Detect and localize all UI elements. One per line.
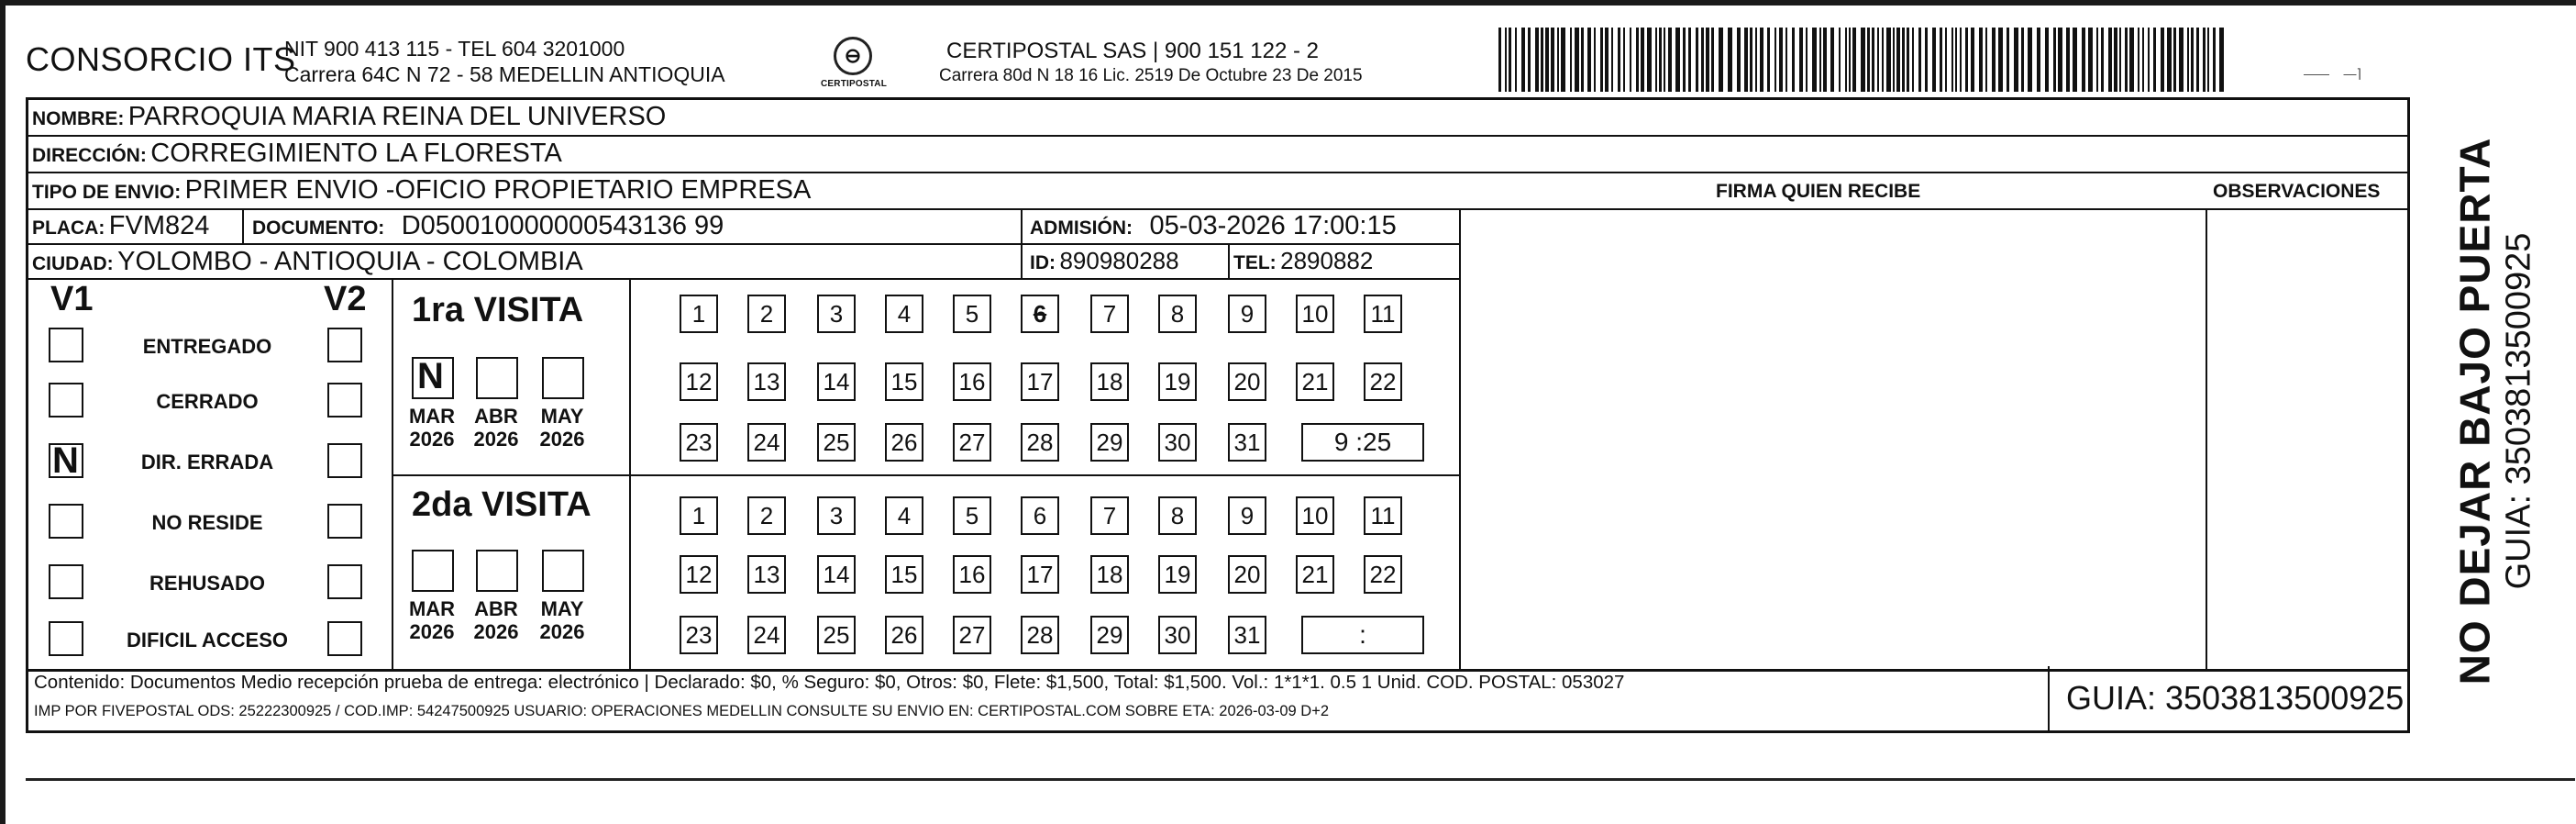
barcode-bar <box>2088 28 2093 92</box>
barcode-bar <box>1647 28 1652 92</box>
day-checkbox[interactable]: 16 <box>953 362 991 401</box>
day-checkbox[interactable]: 10 <box>1296 295 1334 333</box>
status-label: NO RESIDE <box>151 511 263 534</box>
barcode-bar <box>1823 28 1827 92</box>
tipo-label: TIPO DE ENVIO: <box>32 182 182 203</box>
courier-license: Carrera 80d N 18 16 Lic. 2519 De Octubre 23 De 2015 <box>939 66 1363 85</box>
barcode-bar <box>1711 28 1714 92</box>
barcode-bar <box>1636 28 1639 92</box>
status-label: CERRADO <box>156 390 259 413</box>
sender-nit: NIT 900 413 115 - TEL 604 3201000 <box>284 37 625 61</box>
barcode-bar <box>1971 28 1974 92</box>
tel-value: 2890882 <box>1280 247 1374 274</box>
month-checkbox[interactable] <box>412 357 454 399</box>
barcode-bar <box>2114 28 2117 92</box>
documento-cell <box>252 211 724 241</box>
day-checkbox[interactable]: 20 <box>1228 555 1266 594</box>
barcode-bar <box>1849 28 1851 92</box>
barcode <box>1495 28 2228 92</box>
direccion-label: DIRECCIÓN: <box>32 145 147 166</box>
barcode-bar <box>1960 28 1962 92</box>
barcode-bar <box>1737 28 1741 92</box>
barcode-bar <box>1600 28 1603 92</box>
month-year: 2026 <box>409 428 455 451</box>
no-dejar-bajo-puerta: NO DEJAR BAJO PUERTA <box>2450 137 2499 685</box>
barcode-bar <box>2021 28 2024 92</box>
barcode-bar <box>2073 28 2077 92</box>
day-checkbox[interactable]: 15 <box>885 362 923 401</box>
barcode-bar <box>2148 28 2150 92</box>
month-name: ABR <box>474 405 518 428</box>
barcode-bar <box>1557 28 1559 92</box>
day-checkbox[interactable]: 29 <box>1090 616 1129 654</box>
barcode-bar <box>2037 28 2040 92</box>
placa-cell <box>32 211 209 241</box>
barcode-bar <box>1893 28 1895 92</box>
barcode-bar <box>2058 28 2062 92</box>
courier-logo-text: CERTIPOSTAL <box>821 79 888 89</box>
month-year: 2026 <box>473 428 519 451</box>
day-checkbox[interactable]: 5 <box>953 295 991 333</box>
v1-checkbox[interactable] <box>49 328 83 362</box>
barcode-bar <box>1845 28 1847 92</box>
barcode-bar <box>1965 28 1968 92</box>
barcode-bar <box>1701 28 1704 92</box>
placa-value: FVM824 <box>108 211 210 240</box>
barcode-bar <box>1882 28 1884 92</box>
barcode-bar <box>1902 28 1905 92</box>
day-checkbox[interactable]: 4 <box>885 295 923 333</box>
tel-label: TEL: <box>1233 252 1277 273</box>
barcode-bar <box>1505 28 1507 92</box>
barcode-bar <box>2096 28 2098 92</box>
barcode-bar <box>1655 28 1657 92</box>
month-label <box>403 597 461 643</box>
day-checkbox[interactable]: 13 <box>747 555 786 594</box>
admision-label: ADMISIÓN: <box>1030 217 1133 239</box>
status-label: DIFICIL ACCESO <box>126 629 288 651</box>
barcode-bar <box>1641 28 1644 92</box>
status-label: DIR. ERRADA <box>140 451 274 473</box>
month-label <box>467 597 525 643</box>
barcode-bar <box>1872 28 1874 92</box>
barcode-bar <box>1659 28 1662 92</box>
day-checkbox[interactable]: 2 <box>747 496 786 535</box>
barcode-bar <box>2028 28 2032 92</box>
day-checkbox[interactable]: 25 <box>817 423 856 462</box>
day-checkbox[interactable]: 28 <box>1021 423 1059 462</box>
month-name: MAR <box>408 405 456 428</box>
barcode-bar <box>1528 28 1531 92</box>
documento-label: DOCUMENTO: <box>252 217 385 239</box>
barcode-bar <box>1668 28 1672 92</box>
barcode-bar <box>2066 28 2070 92</box>
barcode-bar <box>2219 28 2224 92</box>
barcode-bar <box>1570 28 1572 92</box>
barcode-bar <box>1767 28 1770 92</box>
month-name: MAR <box>408 597 456 620</box>
barcode-bar <box>2119 28 2121 92</box>
day-checkbox[interactable]: 3 <box>817 496 856 535</box>
day-checkbox[interactable]: 6 <box>1021 295 1059 333</box>
nombre-label: NOMBRE: <box>32 108 125 129</box>
bottom-rule <box>26 778 2575 781</box>
barcode-bar <box>2108 28 2112 92</box>
barcode-bar <box>1912 28 1914 92</box>
v2-checkbox[interactable] <box>327 564 362 599</box>
month-name: MAY <box>540 597 584 620</box>
barcode-bar <box>2213 28 2216 92</box>
barcode-bar <box>2207 28 2209 92</box>
day-checkbox[interactable]: 9 <box>1228 496 1266 535</box>
courier-logo <box>821 37 888 101</box>
day-checkbox[interactable]: 23 <box>680 616 718 654</box>
id-label: ID: <box>1030 252 1056 273</box>
day-checkbox[interactable]: 12 <box>680 362 718 401</box>
barcode-bar <box>1719 28 1723 92</box>
barcode-bar <box>1755 28 1757 92</box>
day-checkbox[interactable]: 4 <box>885 496 923 535</box>
month-label <box>533 597 591 643</box>
day-checkbox[interactable]: 27 <box>953 423 991 462</box>
status-label: REHUSADO <box>149 572 265 595</box>
status-label: ENTREGADO <box>142 335 272 358</box>
id-value: 890980288 <box>1059 247 1179 274</box>
month-checkbox[interactable] <box>542 550 584 592</box>
barcode-bar <box>2161 28 2164 92</box>
shipment-form <box>26 97 2410 672</box>
barcode-bar <box>2203 28 2206 92</box>
day-checkbox[interactable]: 29 <box>1090 423 1129 462</box>
day-checkbox[interactable]: 18 <box>1090 555 1129 594</box>
barcode-bar <box>2101 28 2104 92</box>
barcode-bar <box>1945 28 1947 92</box>
month-year: 2026 <box>539 620 585 643</box>
barcode-bar <box>1907 28 1909 92</box>
day-checkbox[interactable]: 18 <box>1090 362 1129 401</box>
barcode-bar <box>2138 28 2139 92</box>
barcode-bar <box>1535 28 1539 92</box>
day-checkbox[interactable]: 27 <box>953 616 991 654</box>
check-mark-icon: N <box>52 440 79 481</box>
barcode-bar <box>1521 28 1525 92</box>
corner-mark-icon: —— —⌉ <box>2304 66 2362 81</box>
barcode-bar <box>1955 28 1957 92</box>
barcode-bar <box>1594 28 1596 92</box>
barcode-bar <box>1786 28 1787 92</box>
id-cell <box>1030 247 1179 275</box>
day-checkbox[interactable]: 1 <box>680 295 718 333</box>
barcode-bar <box>1867 28 1870 92</box>
ciudad-value: YOLOMBO - ANTIOQUIA - COLOMBIA <box>117 247 583 276</box>
ciudad-label: CIUDAD: <box>32 253 114 274</box>
month-label <box>467 405 525 451</box>
observaciones-header: OBSERVACIONES <box>2213 181 2381 202</box>
month-checkbox[interactable] <box>476 357 518 399</box>
month-name: ABR <box>474 597 518 620</box>
admision-value: 05-03-2026 17:00:15 <box>1149 211 1397 240</box>
barcode-bar <box>1515 28 1517 92</box>
day-checkbox[interactable]: 1 <box>680 496 718 535</box>
tel-cell <box>1233 247 1373 275</box>
barcode-bar <box>1688 28 1691 92</box>
v2-label: V2 <box>324 280 367 318</box>
day-checkbox[interactable]: 8 <box>1158 496 1197 535</box>
nombre-value: PARROQUIA MARIA REINA DEL UNIVERSO <box>127 102 667 131</box>
day-checkbox[interactable]: 21 <box>1296 362 1334 401</box>
page-border-left <box>0 0 6 824</box>
direccion-value: CORREGIMIENTO LA FLORESTA <box>150 139 562 168</box>
check-mark-icon: N <box>417 356 444 396</box>
barcode-bar <box>1852 28 1856 92</box>
barcode-bar <box>1575 28 1579 92</box>
day-checkbox[interactable]: 31 <box>1228 616 1266 654</box>
day-checkbox[interactable]: 13 <box>747 362 786 401</box>
day-checkbox[interactable]: 11 <box>1364 295 1402 333</box>
month-name: MAY <box>540 405 584 428</box>
day-checkbox[interactable]: 31 <box>1228 423 1266 462</box>
barcode-bar <box>1886 28 1891 92</box>
day-checkbox[interactable]: 26 <box>885 423 923 462</box>
v1-label: V1 <box>50 280 94 318</box>
v2-checkbox[interactable] <box>327 504 362 539</box>
barcode-bar <box>1861 28 1865 92</box>
day-checkbox[interactable]: 15 <box>885 555 923 594</box>
day-checkbox[interactable]: 5 <box>953 496 991 535</box>
day-checkbox[interactable]: 10 <box>1296 496 1334 535</box>
day-checkbox[interactable]: 25 <box>817 616 856 654</box>
barcode-bar <box>1799 28 1803 92</box>
month-label <box>403 405 461 451</box>
month-checkbox[interactable] <box>476 550 518 592</box>
day-checkbox[interactable]: 7 <box>1090 295 1129 333</box>
barcode-bar <box>1561 28 1565 92</box>
barcode-bar <box>1774 28 1776 92</box>
footer <box>26 666 2410 733</box>
barcode-bar <box>1509 28 1511 92</box>
day-checkbox[interactable]: 23 <box>680 423 718 462</box>
direccion-row <box>32 139 562 169</box>
month-checkbox[interactable] <box>542 357 584 399</box>
barcode-bar <box>2179 28 2184 92</box>
v2-checkbox[interactable] <box>327 383 362 418</box>
barcode-bar <box>1696 28 1698 92</box>
admision-cell <box>1030 211 1397 241</box>
day-checkbox[interactable]: 17 <box>1021 555 1059 594</box>
barcode-bar <box>2045 28 2049 92</box>
month-year: 2026 <box>539 428 585 451</box>
ciudad-cell <box>32 247 583 277</box>
barcode-bar <box>1918 28 1921 92</box>
barcode-bar <box>1744 28 1748 92</box>
day-checkbox[interactable]: 22 <box>1364 555 1402 594</box>
day-checkbox[interactable]: 24 <box>747 616 786 654</box>
barcode-bar <box>1779 28 1783 92</box>
barcode-bar <box>1587 28 1591 92</box>
barcode-bar <box>1605 28 1609 92</box>
barcode-bar <box>1932 28 1936 92</box>
day-checkbox[interactable]: 3 <box>817 295 856 333</box>
sender-company: CONSORCIO ITS <box>26 40 296 78</box>
barcode-bar <box>1839 28 1841 92</box>
tipo-value: PRIMER ENVIO -OFICIO PROPIETARIO EMPRESA <box>184 175 812 205</box>
barcode-bar <box>1581 28 1584 92</box>
month-year: 2026 <box>409 620 455 643</box>
v1-checkbox[interactable] <box>49 564 83 599</box>
barcode-bar <box>1985 28 1987 92</box>
month-label <box>533 405 591 451</box>
barcode-bar <box>1541 28 1543 92</box>
barcode-bar <box>1664 28 1665 92</box>
placa-label: PLACA: <box>32 217 105 239</box>
day-checkbox[interactable]: 30 <box>1158 423 1197 462</box>
side-notice <box>2450 138 2539 685</box>
barcode-bar <box>1630 28 1631 92</box>
barcode-bar <box>1830 28 1834 92</box>
day-checkbox[interactable]: 14 <box>817 362 856 401</box>
day-checkbox[interactable]: 17 <box>1021 362 1059 401</box>
first-visit-title: 1ra VISITA <box>412 291 584 329</box>
day-checkbox[interactable]: 9 <box>1228 295 1266 333</box>
barcode-bar <box>2014 28 2018 92</box>
v1-checkbox[interactable] <box>49 440 83 481</box>
day-checkbox[interactable]: 30 <box>1158 616 1197 654</box>
barcode-bar <box>2191 28 2194 92</box>
barcode-bar <box>1611 28 1613 92</box>
time-field[interactable]: 9 :25 <box>1301 423 1424 462</box>
barcode-bar <box>1979 28 1983 92</box>
barcode-bar <box>2053 28 2056 92</box>
barcode-bar <box>1750 28 1752 92</box>
nombre-row <box>32 102 666 132</box>
courier-logo-icon: ⊖ <box>834 37 872 75</box>
barcode-bar <box>1877 28 1879 92</box>
barcode-bar <box>1940 28 1942 92</box>
v1-checkbox[interactable] <box>49 504 83 539</box>
day-checkbox[interactable]: 20 <box>1228 362 1266 401</box>
courier-name: CERTIPOSTAL SAS | 900 151 122 - 2 <box>946 39 1319 63</box>
barcode-bar <box>2142 28 2144 92</box>
day-checkbox[interactable]: 24 <box>747 423 786 462</box>
page-border-top <box>0 0 2576 6</box>
barcode-bar <box>1545 28 1549 92</box>
barcode-bar <box>1618 28 1620 92</box>
barcode-bar <box>1760 28 1763 92</box>
footer-print-info: IMP POR FIVEPOSTAL ODS: 25222300925 / COD.IMP: 54247500925 USUARIO: OPERACIONES MEDELLIN CONSULTE SU ENVIO EN: CERTIPOSTAL.COM SOBRE ETA: 2026-03-09 D+2 <box>34 703 1330 719</box>
documento-value: D050010000000543136 99 <box>401 211 724 240</box>
barcode-bar <box>1792 28 1795 92</box>
day-checkbox[interactable]: 21 <box>1296 555 1334 594</box>
barcode-bar <box>1998 28 2003 92</box>
barcode-bar <box>1623 28 1625 92</box>
v2-checkbox[interactable] <box>327 328 362 362</box>
barcode-bar <box>1896 28 1900 92</box>
barcode-bar <box>2125 28 2128 92</box>
firma-header: FIRMA QUIEN RECIBE <box>1716 181 1921 202</box>
day-checkbox[interactable]: 16 <box>953 555 991 594</box>
barcode-bar <box>1992 28 1996 92</box>
side-guia: GUIA: 3503813500925 <box>2499 232 2538 590</box>
second-visit-title: 2da VISITA <box>412 485 591 524</box>
time-field[interactable]: : <box>1301 616 1424 654</box>
day-checkbox[interactable]: 14 <box>817 555 856 594</box>
barcode-bar <box>2153 28 2156 92</box>
v1-checkbox[interactable] <box>49 383 83 418</box>
barcode-bar <box>1675 28 1680 92</box>
barcode-bar <box>2007 28 2009 92</box>
barcode-bar <box>1806 28 1808 92</box>
barcode-bar <box>1728 28 1732 92</box>
barcode-bar <box>2173 28 2176 92</box>
barcode-bar <box>1683 28 1686 92</box>
day-checkbox[interactable]: 8 <box>1158 295 1197 333</box>
v2-checkbox[interactable] <box>327 621 362 656</box>
day-checkbox[interactable]: 6 <box>1021 496 1059 535</box>
barcode-bar <box>1551 28 1554 92</box>
day-checkbox[interactable]: 2 <box>747 295 786 333</box>
day-checkbox[interactable]: 28 <box>1021 616 1059 654</box>
day-checkbox[interactable]: 12 <box>680 555 718 594</box>
day-checkbox[interactable]: 22 <box>1364 362 1402 401</box>
day-checkbox[interactable]: 11 <box>1364 496 1402 535</box>
barcode-bar <box>2196 28 2199 92</box>
barcode-bar <box>2167 28 2172 92</box>
barcode-bar <box>2129 28 2134 92</box>
barcode-bar <box>1951 28 1953 92</box>
barcode-bar <box>1498 28 1501 92</box>
tipo-row <box>32 175 811 206</box>
v1-checkbox[interactable] <box>49 621 83 656</box>
day-checkbox[interactable]: 19 <box>1158 362 1197 401</box>
barcode-bar <box>1925 28 1928 92</box>
sender-address: Carrera 64C N 72 - 58 MEDELLIN ANTIOQUIA <box>284 62 725 86</box>
v2-checkbox[interactable] <box>327 443 362 478</box>
month-year: 2026 <box>473 620 519 643</box>
day-checkbox[interactable]: 19 <box>1158 555 1197 594</box>
day-checkbox[interactable]: 26 <box>885 616 923 654</box>
barcode-bar <box>2187 28 2189 92</box>
barcode-bar <box>1812 28 1817 92</box>
footer-contents: Contenido: Documentos Medio recepción prueba de entrega: electrónico | Declarado: $0, % Seguro: $0, Otros: $0, Flete: $1,500, Total: $1,500. Vol.: 1*1*1. 0.5 1 Unid. COD. POSTAL: 053027 <box>34 672 1625 693</box>
month-checkbox[interactable] <box>412 550 454 592</box>
barcode-bar <box>2082 28 2085 92</box>
footer-guia: GUIA: 3503813500925 <box>2066 679 2405 717</box>
barcode-bar <box>1819 28 1821 92</box>
day-checkbox[interactable]: 7 <box>1090 496 1129 535</box>
barcode-bar <box>1706 28 1709 92</box>
